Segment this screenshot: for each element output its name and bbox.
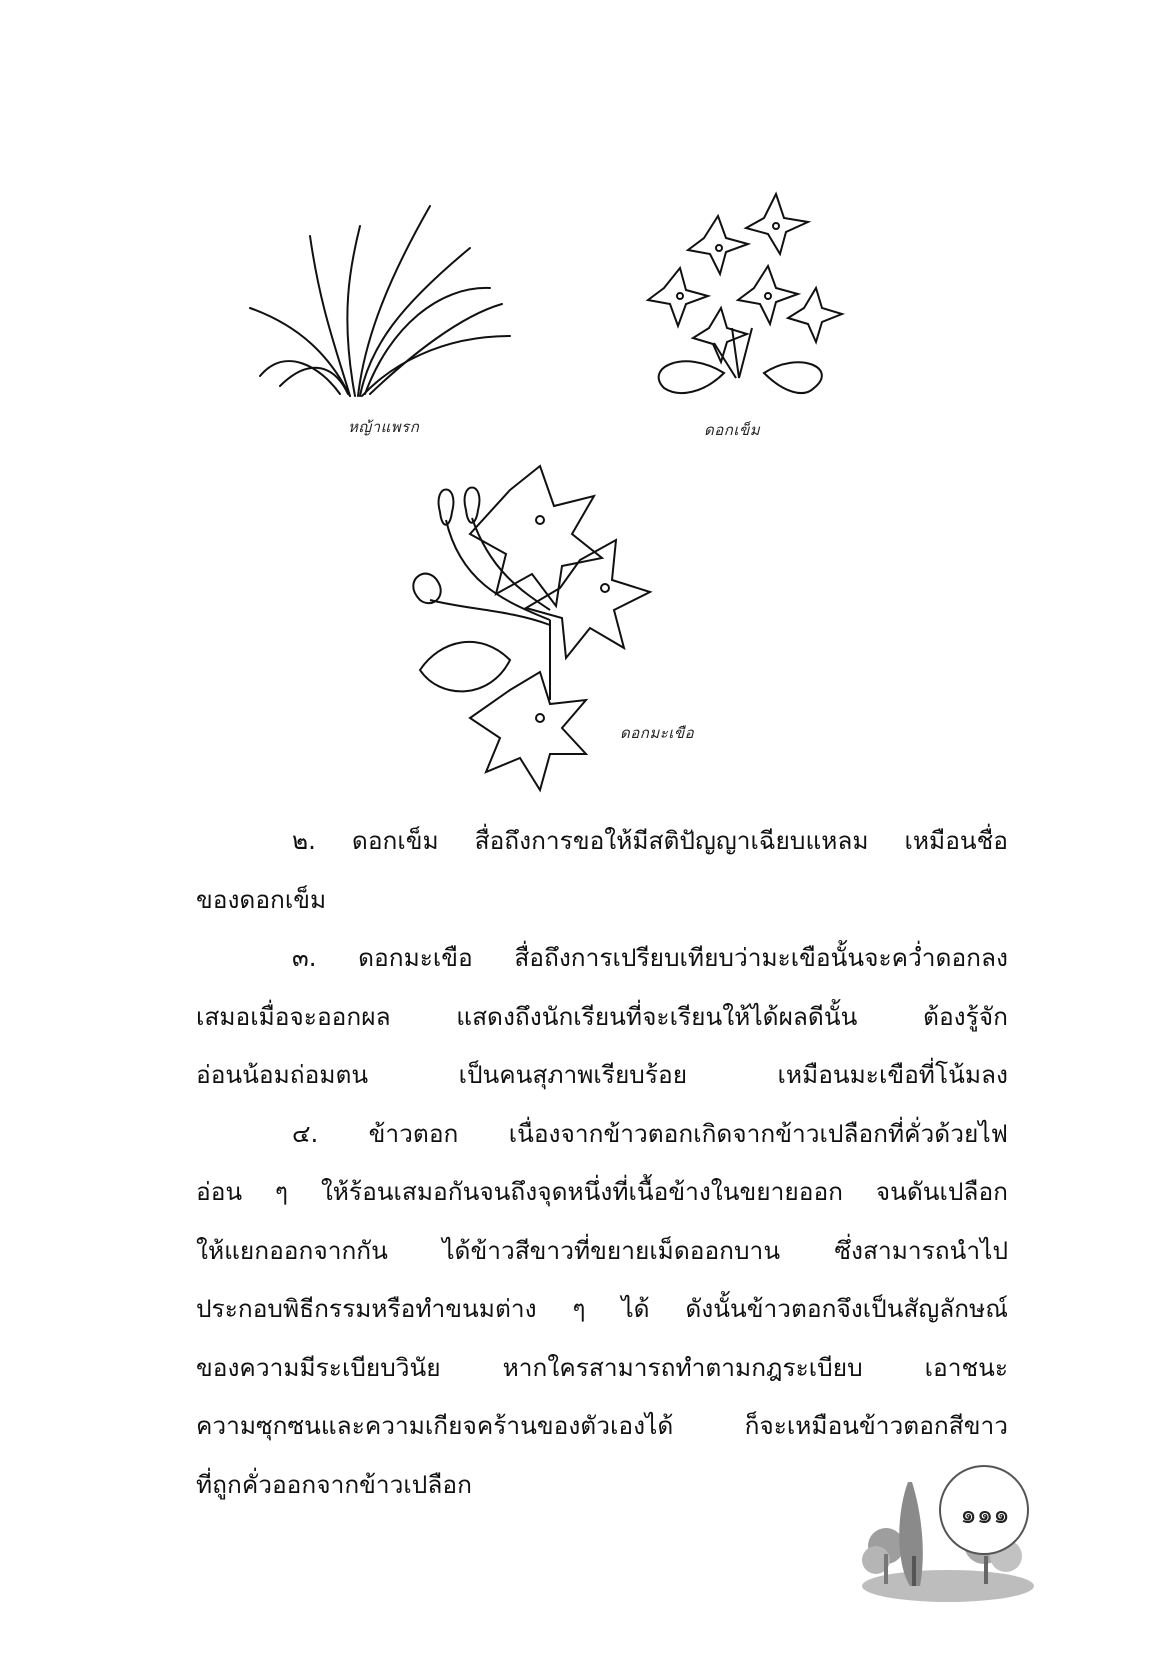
text-line: ความซุกซนและความเกียจคร้านของตัวเองได้ ก็จะเหมือนข้าวตอกสีขาว (196, 1411, 1008, 1440)
paragraph-eggplant-flower (196, 929, 1008, 1105)
body-text (196, 812, 1008, 1514)
paragraph-needle-flower (196, 812, 1008, 929)
text-line: ประกอบพิธีกรรมหรือทำขนมต่าง ๆ ได้ ดังนั้นข้าวตอกจึงเป็นสัญลักษณ์ (196, 1294, 1008, 1323)
text-line: ๒. ดอกเข็ม สื่อถึงการขอให้มีสติปัญญาเฉียบแหลม เหมือนชื่อ (292, 826, 1008, 855)
text-line: อ่อนน้อมถ่อมตน เป็นคนสุภาพเรียบร้อย เหมือนมะเขือที่โน้มลง (196, 1060, 1008, 1089)
needle-flower-caption: ดอกเข็ม (704, 421, 761, 439)
grass-caption: หญ้าแพรก (348, 418, 420, 436)
text-line: ของความมีระเบียบวินัย หากใครสามารถทำตามกฎระเบียบ เอาชนะ (196, 1352, 1008, 1382)
text-line: ของดอกเข็ม (196, 884, 327, 914)
text-line: ๔. ข้าวตอก เนื่องจากข้าวตอกเกิดจากข้าวเปลือกที่คั่วด้วยไฟ (292, 1118, 1008, 1148)
text-line: อ่อน ๆ ให้ร้อนเสมอกันจนถึงจุดหนึ่งที่เนื้อข้างในขยายออก จนดันเปลือก (196, 1177, 1008, 1206)
text-line: ที่ถูกคั่วออกจากข้าวเปลือก (196, 1469, 472, 1499)
text-line: ให้แยกออกจากกัน ได้ข้าวสีขาวที่ขยายเม็ดออกบาน ซึ่งสามารถนำไป (196, 1235, 1008, 1265)
eggplant-flower-caption: ดอกมะเขือ (620, 724, 695, 742)
grass-illustration (240, 196, 520, 426)
page-number-badge (856, 1464, 1036, 1604)
text-line: เสมอเมื่อจะออกผล แสดงถึงนักเรียนที่จะเรียนให้ได้ผลดีนั้น ต้องรู้จัก (196, 1001, 1008, 1031)
paragraph-puffed-rice (196, 1105, 1008, 1515)
eggplant-flower-illustration (400, 460, 680, 800)
text-line: ๓. ดอกมะเขือ สื่อถึงการเปรียบเทียบว่ามะเขือนั้นจะคว่ำดอกลง (292, 943, 1008, 972)
needle-flower-illustration (624, 178, 854, 414)
page-number: ๑๑๑ (960, 1500, 1010, 1530)
